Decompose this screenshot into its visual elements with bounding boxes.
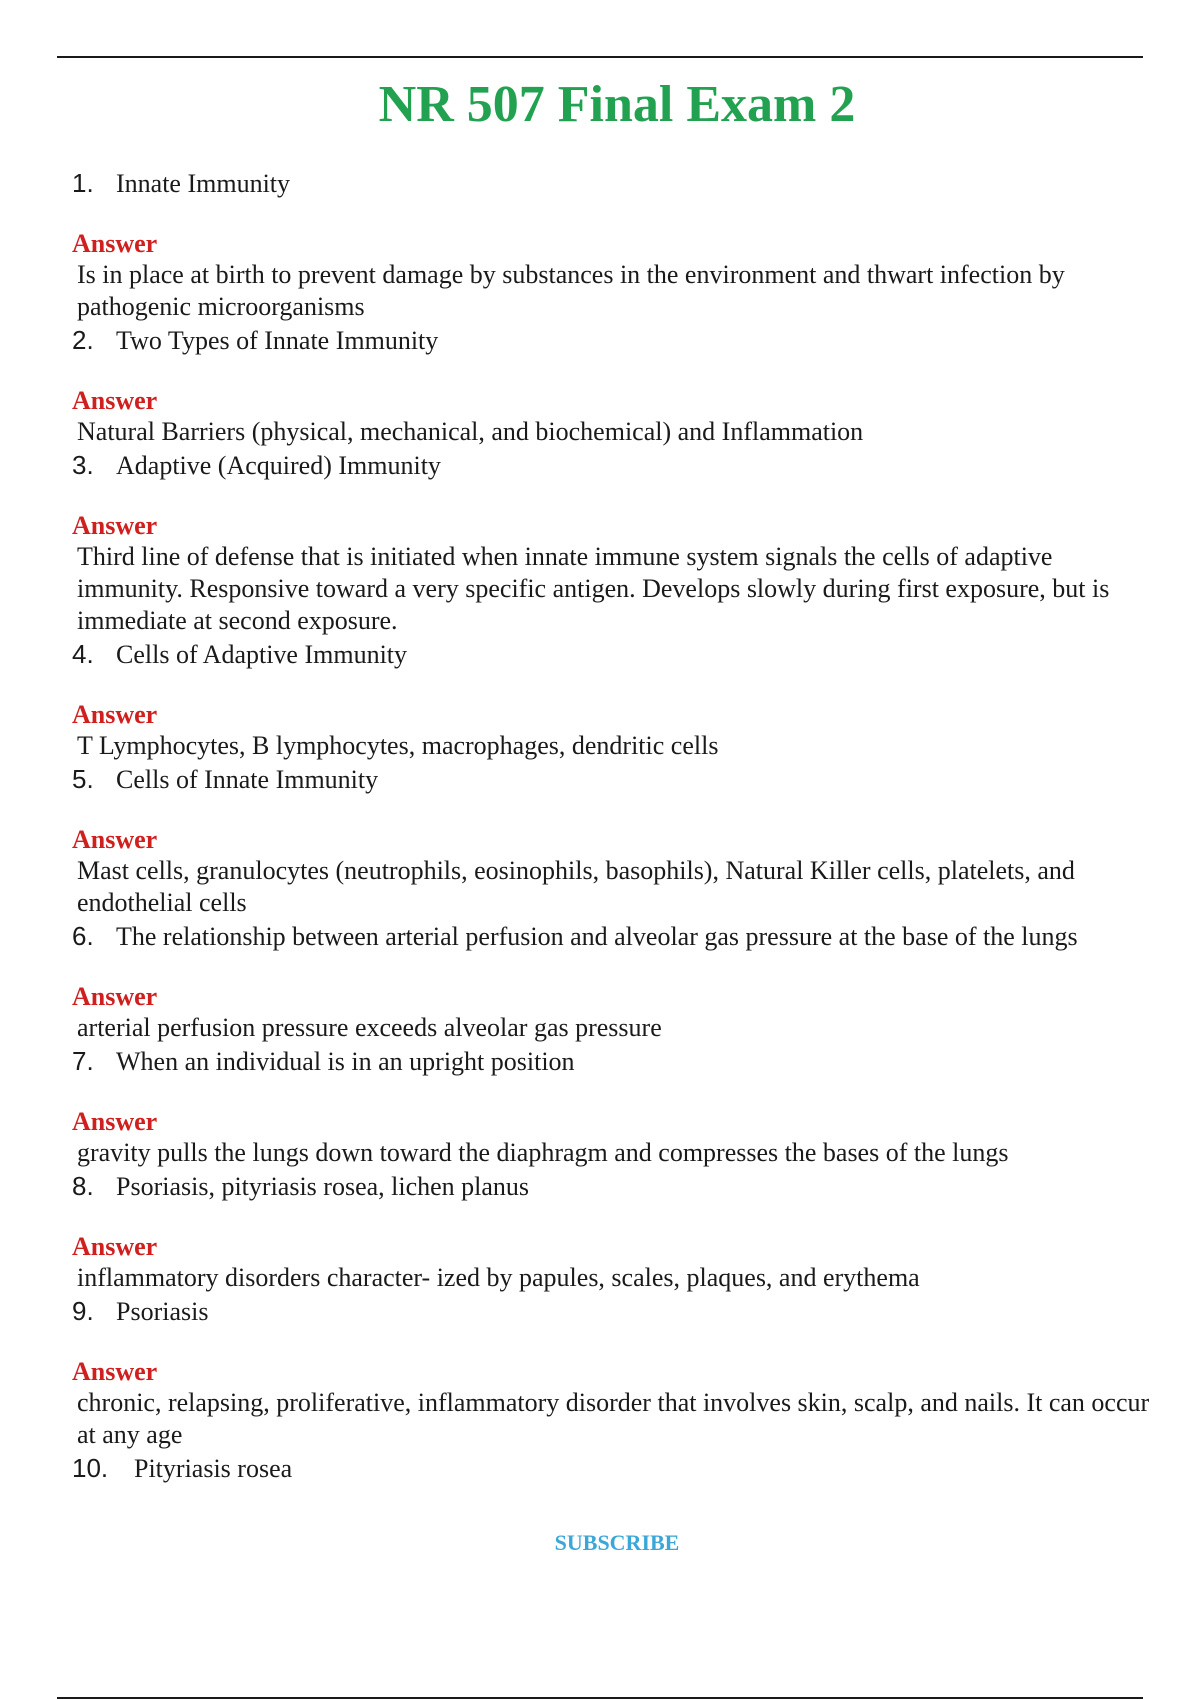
question bbox=[72, 1451, 1162, 1486]
question-number: 1. bbox=[72, 168, 94, 198]
answer-label: Answer bbox=[72, 700, 158, 729]
question-number: 2. bbox=[72, 325, 94, 355]
question-text: Innate Immunity bbox=[116, 169, 291, 198]
question-number: 6. bbox=[72, 921, 94, 951]
answer-label: Answer bbox=[72, 825, 158, 854]
qa-list bbox=[72, 166, 1162, 1486]
bottom-rule bbox=[57, 1697, 1143, 1699]
answer-label: Answer bbox=[72, 511, 158, 540]
question-text: Cells of Innate Immunity bbox=[116, 765, 379, 794]
question-number: 3. bbox=[72, 450, 94, 480]
answer-text: inflammatory disorders character- ized by papules, scales, plaques, and erythema bbox=[77, 1263, 920, 1292]
qa-item-10 bbox=[72, 1451, 1162, 1486]
qa-item-6 bbox=[72, 919, 1162, 1044]
answer-text: Mast cells, granulocytes (neutrophils, eosinophils, basophils), Natural Killer cells, platelets, and endothelial cells bbox=[77, 856, 1075, 917]
question bbox=[72, 762, 1162, 797]
answer-label: Answer bbox=[72, 1232, 158, 1261]
answer-label: Answer bbox=[72, 1357, 158, 1386]
qa-item-5 bbox=[72, 762, 1162, 919]
question-number: 8. bbox=[72, 1171, 94, 1201]
answer-text: Is in place at birth to prevent damage by substances in the environment and thwart infection by pathogenic microorganisms bbox=[77, 260, 1065, 321]
qa-item-3 bbox=[72, 448, 1162, 637]
question bbox=[72, 1044, 1162, 1079]
answer-text: gravity pulls the lungs down toward the diaphragm and compresses the bases of the lungs bbox=[77, 1138, 1009, 1167]
question-number: 9. bbox=[72, 1296, 94, 1326]
answer-label: Answer bbox=[72, 1107, 158, 1136]
qa-item-1 bbox=[72, 166, 1162, 323]
question bbox=[72, 166, 1162, 201]
question bbox=[72, 637, 1162, 672]
answer-label: Answer bbox=[72, 229, 158, 258]
page-title: NR 507 Final Exam 2 bbox=[378, 76, 856, 133]
question bbox=[72, 448, 1162, 483]
answer-text: arterial perfusion pressure exceeds alveolar gas pressure bbox=[77, 1013, 662, 1042]
answer-text: Natural Barriers (physical, mechanical, and biochemical) and Inflammation bbox=[77, 417, 864, 446]
question-text: When an individual is in an upright position bbox=[116, 1047, 575, 1076]
qa-item-8 bbox=[72, 1169, 1162, 1294]
qa-item-7 bbox=[72, 1044, 1162, 1169]
question-text: Psoriasis, pityriasis rosea, lichen planus bbox=[116, 1172, 530, 1201]
qa-item-2 bbox=[72, 323, 1162, 448]
top-rule bbox=[57, 56, 1143, 58]
question bbox=[72, 919, 1162, 954]
question-text: Psoriasis bbox=[116, 1297, 209, 1326]
question-text: Cells of Adaptive Immunity bbox=[116, 640, 408, 669]
question bbox=[72, 1169, 1162, 1204]
question bbox=[72, 1294, 1162, 1329]
question-number: 7. bbox=[72, 1046, 94, 1076]
answer-text: Third line of defense that is initiated when innate immune system signals the cells of adaptive immunity. Responsive toward a very specific antigen. Develops slowly during first exposure, but is immediate at second exposure. bbox=[77, 542, 1110, 635]
answer-label: Answer bbox=[72, 982, 158, 1011]
qa-item-4 bbox=[72, 637, 1162, 762]
subscribe-link[interactable]: SUBSCRIBE bbox=[554, 1530, 680, 1555]
question-text: Two Types of Innate Immunity bbox=[116, 326, 439, 355]
qa-item-9 bbox=[72, 1294, 1162, 1451]
answer-text: chronic, relapsing, proliferative, inflammatory disorder that involves skin, scalp, and nails. It can occur at any age bbox=[77, 1388, 1150, 1449]
answer-label: Answer bbox=[72, 386, 158, 415]
question-text: The relationship between arterial perfusion and alveolar gas pressure at the base of the lungs bbox=[116, 922, 1078, 951]
answer-text: T Lymphocytes, B lymphocytes, macrophages, dendritic cells bbox=[77, 731, 719, 760]
question bbox=[72, 323, 1162, 358]
question-number: 5. bbox=[72, 764, 94, 794]
question-number: 4. bbox=[72, 639, 94, 669]
question-text: Adaptive (Acquired) Immunity bbox=[116, 451, 441, 480]
question-number: 10. bbox=[72, 1453, 109, 1483]
question-text: Pityriasis rosea bbox=[134, 1454, 293, 1483]
